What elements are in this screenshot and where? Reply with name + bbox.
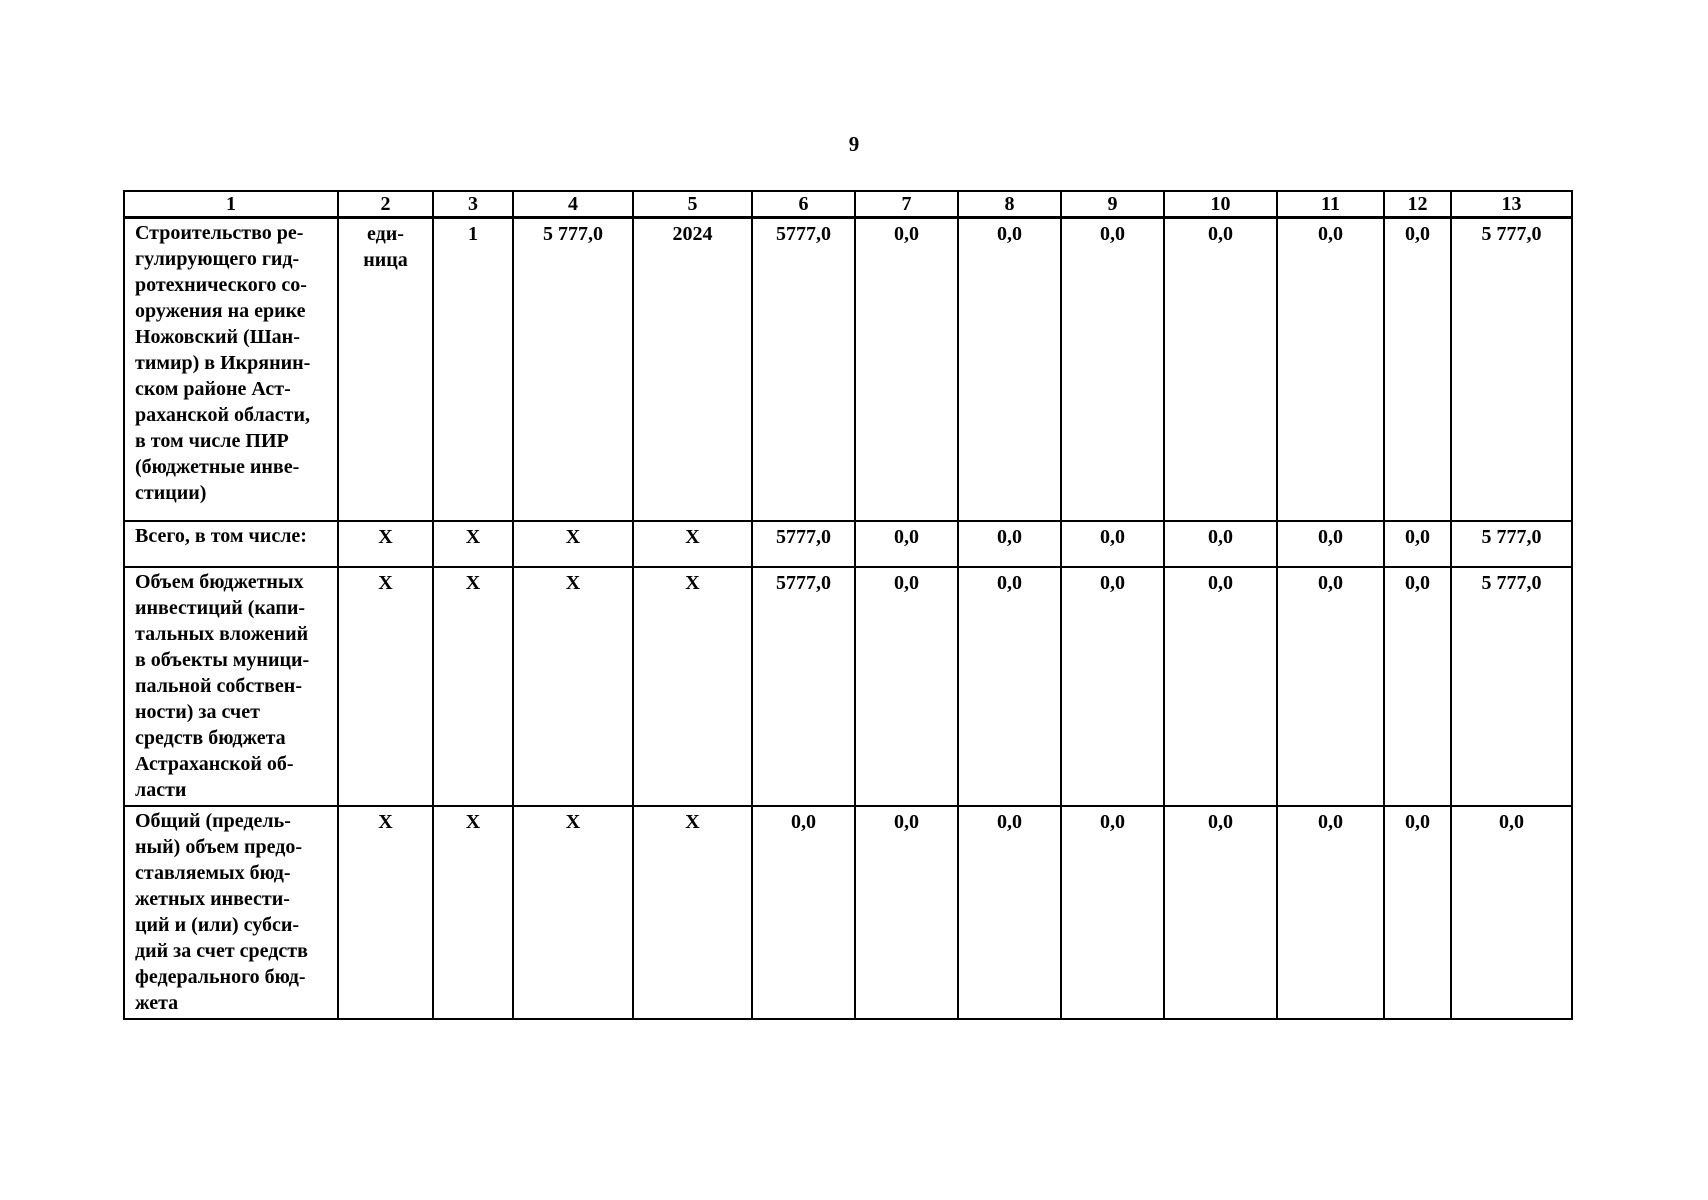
row-name-line: Строительство ре- bbox=[135, 222, 304, 244]
unit-cell bbox=[338, 806, 433, 1019]
value-cell: X bbox=[513, 521, 633, 567]
row-name-line: стиции) bbox=[135, 482, 207, 504]
column-header: 12 bbox=[1384, 191, 1451, 218]
row-name-line: федерального бюд- bbox=[135, 966, 306, 988]
row-name-cell bbox=[124, 806, 338, 1019]
column-header: 10 bbox=[1164, 191, 1277, 218]
unit-line: X bbox=[378, 811, 393, 833]
value-cell: 0,0 bbox=[1277, 806, 1384, 1019]
column-header: 8 bbox=[958, 191, 1061, 218]
column-header: 4 bbox=[513, 191, 633, 218]
unit-cell bbox=[338, 218, 433, 522]
column-header: 11 bbox=[1277, 191, 1384, 218]
value-cell: 5 777,0 bbox=[1451, 521, 1572, 567]
row-name-line: жета bbox=[135, 992, 179, 1014]
table-row-total bbox=[124, 521, 1572, 567]
value-cell: 0,0 bbox=[958, 567, 1061, 806]
value-cell: X bbox=[433, 806, 513, 1019]
row-name-line: в том числе ПИР bbox=[135, 430, 289, 452]
value-cell: 0,0 bbox=[1277, 567, 1384, 806]
page-number: 9 bbox=[848, 132, 860, 156]
row-name-line: инвестиций (капи- bbox=[135, 597, 306, 619]
value-cell: 0,0 bbox=[1451, 806, 1572, 1019]
value-cell: 0,0 bbox=[1384, 567, 1451, 806]
row-name-line: жетных инвести- bbox=[135, 888, 290, 910]
column-header: 5 bbox=[633, 191, 752, 218]
value-cell: X bbox=[433, 567, 513, 806]
column-header: 3 bbox=[433, 191, 513, 218]
row-name-line: тимир) в Икрянин- bbox=[135, 352, 311, 374]
value-cell: 0,0 bbox=[855, 806, 958, 1019]
value-cell: 5777,0 bbox=[752, 567, 855, 806]
unit-line: еди- bbox=[367, 223, 404, 245]
value-cell: 0,0 bbox=[1164, 218, 1277, 522]
value-cell: 5 777,0 bbox=[513, 218, 633, 522]
value-cell: 0,0 bbox=[1384, 218, 1451, 522]
row-name-cell bbox=[124, 567, 338, 806]
row-name-line: Всего, в том числе: bbox=[135, 525, 307, 547]
row-name-line: средств бюджета bbox=[135, 727, 286, 749]
value-cell: 0,0 bbox=[1164, 521, 1277, 567]
row-name-line: ротехнического со- bbox=[135, 274, 307, 296]
value-cell: 1 bbox=[433, 218, 513, 522]
row-name-line: раханской области, bbox=[135, 404, 310, 426]
row-name-line: тальных вложений bbox=[135, 623, 309, 645]
unit-cell bbox=[338, 521, 433, 567]
row-name-line: ций и (или) субси- bbox=[135, 914, 300, 936]
row-name-line: в объекты муници- bbox=[135, 649, 310, 671]
table-row-construction-object bbox=[124, 218, 1572, 522]
value-cell: 0,0 bbox=[958, 521, 1061, 567]
value-cell: 0,0 bbox=[855, 218, 958, 522]
value-cell: 5 777,0 bbox=[1451, 218, 1572, 522]
column-header: 9 bbox=[1061, 191, 1164, 218]
unit-line: X bbox=[378, 572, 393, 594]
row-name-line: (бюджетные инве- bbox=[135, 456, 300, 478]
unit-cell bbox=[338, 567, 433, 806]
column-header: 7 bbox=[855, 191, 958, 218]
table-row-regional-budget bbox=[124, 567, 1572, 806]
row-name-line: Астраханской об- bbox=[135, 753, 294, 775]
table-row-federal-budget bbox=[124, 806, 1572, 1019]
row-name-line: ный) объем предо- bbox=[135, 836, 303, 858]
value-cell: 0,0 bbox=[1061, 806, 1164, 1019]
row-name-line: Общий (предель- bbox=[135, 810, 291, 832]
row-name-line: ности) за счет bbox=[135, 701, 260, 723]
value-cell: 0,0 bbox=[1061, 218, 1164, 522]
value-cell: X bbox=[633, 567, 752, 806]
value-cell: 0,0 bbox=[855, 567, 958, 806]
column-header: 1 bbox=[124, 191, 338, 218]
value-cell: 0,0 bbox=[1384, 521, 1451, 567]
investment-table bbox=[123, 190, 1573, 1020]
value-cell: 0,0 bbox=[752, 806, 855, 1019]
value-cell: 0,0 bbox=[1384, 806, 1451, 1019]
value-cell: 0,0 bbox=[1164, 806, 1277, 1019]
value-cell: 0,0 bbox=[1277, 218, 1384, 522]
value-cell: 5777,0 bbox=[752, 521, 855, 567]
row-name-line: пальной собствен- bbox=[135, 675, 302, 697]
column-header: 13 bbox=[1451, 191, 1572, 218]
value-cell: 2024 bbox=[633, 218, 752, 522]
column-number-row bbox=[124, 191, 1572, 218]
value-cell: 0,0 bbox=[1277, 521, 1384, 567]
value-cell: X bbox=[633, 806, 752, 1019]
row-name-line: Ножовский (Шан- bbox=[135, 326, 300, 348]
row-name-line: Объем бюджетных bbox=[135, 571, 304, 593]
value-cell: 5777,0 bbox=[752, 218, 855, 522]
value-cell: 0,0 bbox=[1164, 567, 1277, 806]
row-name-line: оружения на ерике bbox=[135, 300, 306, 322]
row-name-cell bbox=[124, 218, 338, 522]
value-cell: X bbox=[513, 567, 633, 806]
value-cell: 5 777,0 bbox=[1451, 567, 1572, 806]
value-cell: 0,0 bbox=[958, 806, 1061, 1019]
unit-line: X bbox=[378, 526, 393, 548]
value-cell: X bbox=[633, 521, 752, 567]
column-header: 6 bbox=[752, 191, 855, 218]
row-name-line: ласти bbox=[135, 779, 187, 801]
value-cell: 0,0 bbox=[1061, 521, 1164, 567]
row-name-line: дий за счет средств bbox=[135, 940, 308, 962]
row-name-line: гулирующего гид- bbox=[135, 248, 300, 270]
column-header: 2 bbox=[338, 191, 433, 218]
row-name-cell bbox=[124, 521, 338, 567]
row-name-line: ском районе Аст- bbox=[135, 378, 291, 400]
value-cell: 0,0 bbox=[1061, 567, 1164, 806]
unit-line: ница bbox=[363, 249, 408, 271]
value-cell: 0,0 bbox=[958, 218, 1061, 522]
row-name-line: ставляемых бюд- bbox=[135, 862, 291, 884]
value-cell: X bbox=[433, 521, 513, 567]
value-cell: X bbox=[513, 806, 633, 1019]
value-cell: 0,0 bbox=[855, 521, 958, 567]
